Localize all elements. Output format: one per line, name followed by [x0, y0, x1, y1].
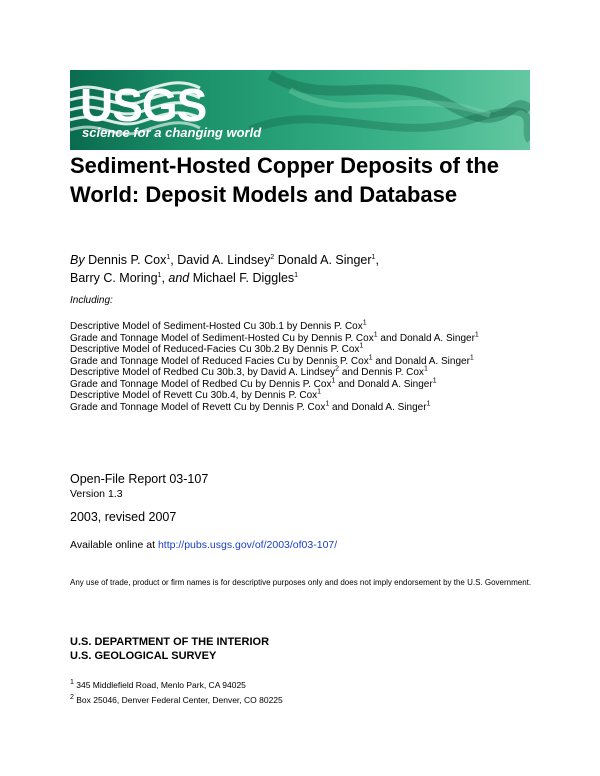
- author-diggles-sup: 1: [294, 271, 299, 279]
- report-number: Open-File Report 03-107: [70, 472, 209, 486]
- author-moring-sep: ,: [161, 271, 165, 285]
- model-tail-sup: 1: [426, 400, 431, 408]
- model-tail-sup: 1: [474, 331, 479, 339]
- document-title: Sediment-Hosted Copper Deposits of the World: Deposit Models and Database: [70, 153, 500, 207]
- model-item: [70, 356, 540, 368]
- author-diggles: Michael F. Diggles: [189, 271, 295, 285]
- model-text: Descriptive Model of Revett Cu 30b.4, by Dennis P. Cox: [70, 390, 318, 401]
- model-item: [70, 333, 540, 345]
- model-text: Descriptive Model of Reduced-Facies Cu 30b.2 By Dennis P. Cox: [70, 344, 360, 355]
- model-sup: 1: [373, 331, 378, 339]
- model-item: [70, 379, 540, 391]
- including-label: Including:: [70, 295, 113, 306]
- model-sup: 1: [331, 377, 336, 385]
- usgs-logo: USGS: [80, 79, 207, 131]
- model-text: Descriptive Model of Sediment-Hosted Cu 30b.1 by Dennis P. Cox: [70, 321, 363, 332]
- author-singer: Donald A. Singer: [274, 253, 372, 267]
- model-sup: 1: [325, 400, 330, 408]
- footnote-mark: 2: [70, 694, 74, 702]
- department-line2: U.S. GEOLOGICAL SURVEY: [70, 650, 217, 662]
- author-singer-sep: ,: [375, 253, 379, 267]
- model-item: [70, 402, 540, 414]
- footnote: [70, 680, 246, 690]
- model-text: Grade and Tonnage Model of Revett Cu by Dennis P. Cox: [70, 401, 326, 413]
- model-tail-sup: 1: [432, 377, 437, 385]
- model-item: [70, 390, 540, 402]
- footnote: [70, 695, 283, 705]
- model-text: Grade and Tonnage Model of Reduced Facies Cu by Dennis P. Cox: [70, 355, 369, 367]
- footnote-mark: 1: [70, 679, 74, 687]
- model-tail: and Donald A. Singer: [329, 401, 427, 413]
- model-list: [70, 321, 540, 413]
- online-availability: [70, 539, 337, 551]
- usgs-tagline: science for a changing world: [82, 125, 262, 140]
- footnote-text: Box 25046, Denver Federal Center, Denver, CO 80225: [73, 695, 283, 705]
- and-label: and: [168, 271, 190, 285]
- department-block: [70, 635, 269, 663]
- department-line1: U.S. DEPARTMENT OF THE INTERIOR: [70, 636, 270, 648]
- by-label: By: [70, 253, 85, 267]
- model-sup: 1: [317, 388, 322, 396]
- model-tail: and Donald A. Singer: [335, 378, 433, 390]
- report-url-link[interactable]: http://pubs.usgs.gov/of/2003/of03-107/: [157, 539, 338, 551]
- author-moring-sup: 1: [157, 271, 162, 279]
- model-sup: 1: [359, 342, 364, 350]
- author-lindsey-sup: 2: [270, 253, 275, 261]
- author-cox: Dennis P. Cox: [88, 253, 167, 267]
- model-text: Descriptive Model of Redbed Cu 30b.3, by David A. Lindsey: [70, 367, 336, 378]
- footnote-text: 345 Middlefield Road, Menlo Park, CA 94025: [73, 680, 246, 690]
- online-label: Available online at: [70, 539, 158, 551]
- author-moring: Barry C. Moring: [70, 271, 158, 285]
- model-sup: 2: [335, 365, 340, 373]
- model-text: Grade and Tonnage Model of Redbed Cu by Dennis P. Cox: [70, 378, 332, 390]
- authors: [70, 251, 530, 287]
- model-tail: and Donald A. Singer: [372, 355, 470, 367]
- model-tail: and Dennis P. Cox: [339, 367, 424, 378]
- model-text: Grade and Tonnage Model of Sediment-Hosted Cu by Dennis P. Cox: [70, 332, 374, 344]
- version-label: Version 1.3: [70, 488, 123, 500]
- model-sup: 1: [362, 319, 367, 327]
- author-cox-sup: 1: [166, 253, 171, 261]
- author-singer-sup: 1: [371, 253, 376, 261]
- model-tail-sup: 1: [423, 365, 428, 373]
- publication-date: 2003, revised 2007: [70, 510, 177, 524]
- author-lindsey: , David A. Lindsey: [170, 253, 271, 267]
- model-item: [70, 321, 540, 333]
- model-tail: and Donald A. Singer: [377, 332, 475, 344]
- disclaimer-text: Any use of trade, product or firm names is for descriptive purposes only and does not imply endorsement by the U.S. Government.: [70, 578, 532, 587]
- model-item: [70, 367, 540, 379]
- model-tail-sup: 1: [469, 354, 474, 362]
- model-sup: 1: [368, 354, 373, 362]
